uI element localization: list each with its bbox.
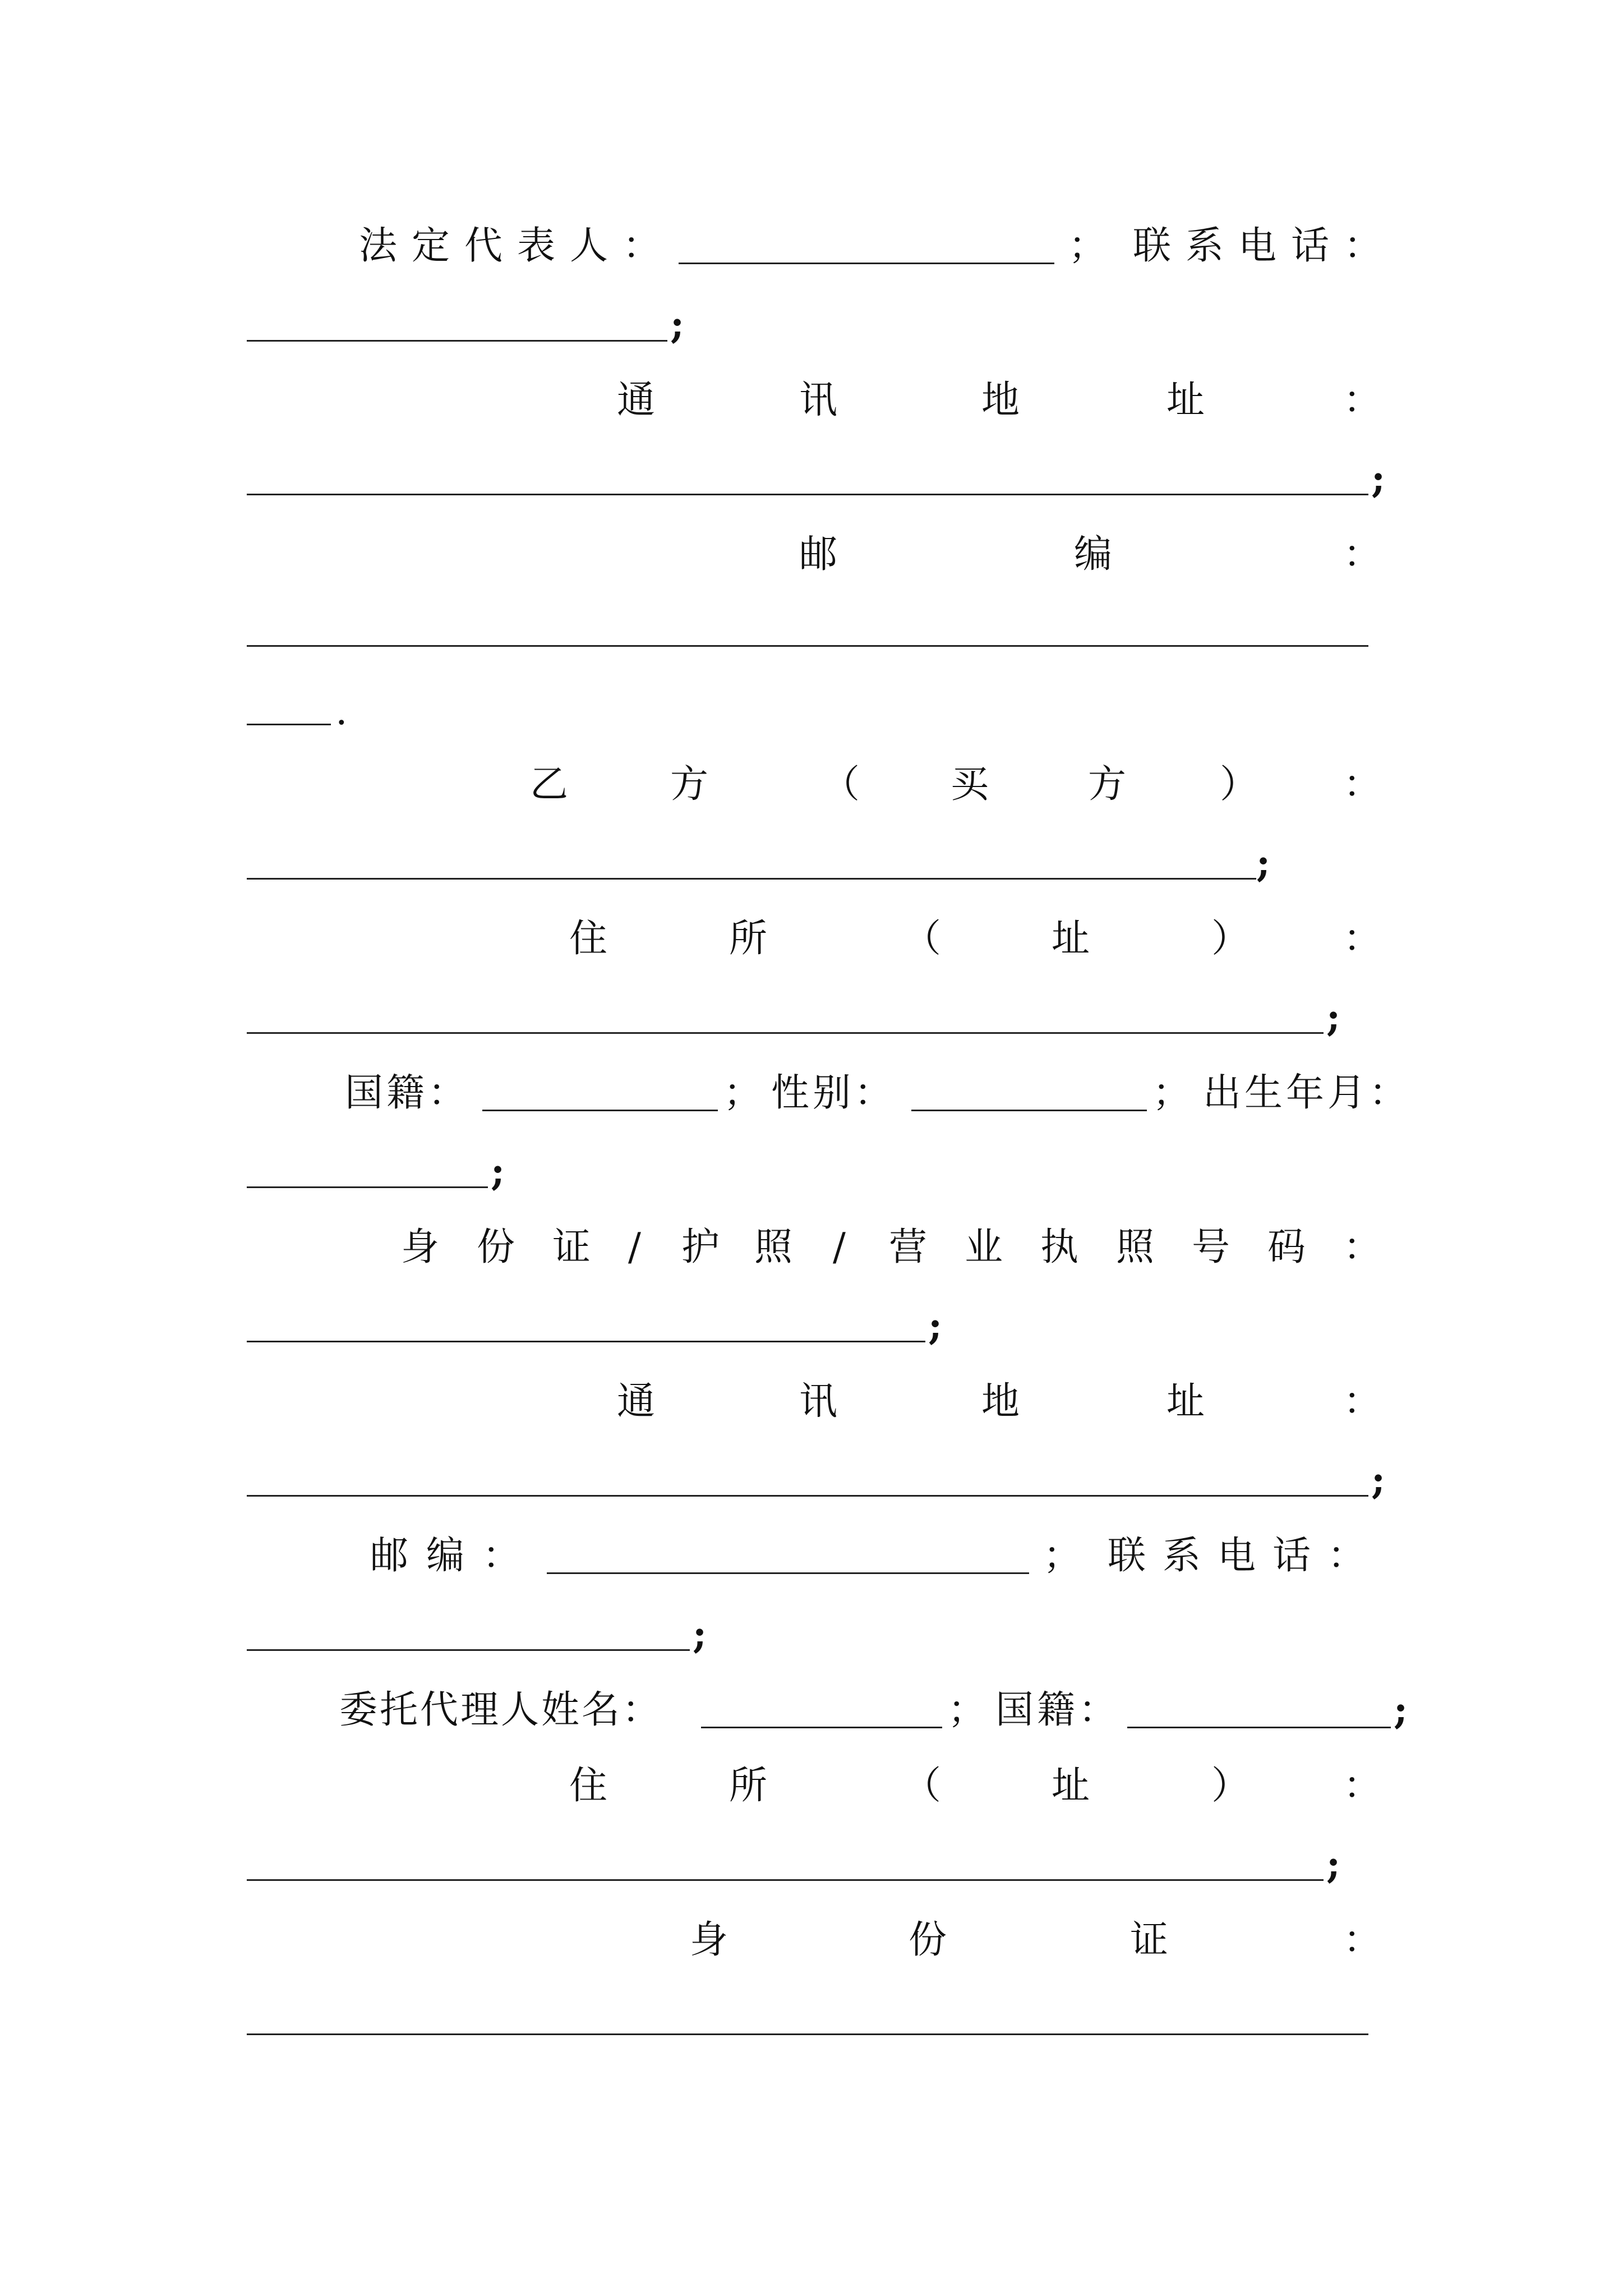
agent-nationality-field[interactable] [1127,1727,1391,1728]
id-label-char: 证 [552,1225,591,1269]
id-label-char: 照 [754,1225,793,1269]
address-char: 讯 [799,378,838,422]
id-number-field[interactable] [247,1341,925,1342]
residence-char: 住 [569,917,608,961]
postcode-char: 邮 [799,532,838,577]
birth-label: 出生年月： [1203,1071,1411,1115]
postcode-char: ： [1343,532,1382,577]
party-b-char: ： [1343,762,1382,807]
id-label-char: 业 [965,1225,1003,1269]
id-label-char: 码 [1267,1225,1306,1269]
legal-rep-field[interactable] [679,263,1054,264]
semicolon: ; [1371,1458,1386,1503]
period: . [335,689,348,734]
party-b-char: 乙 [530,762,569,807]
gender-field[interactable] [911,1110,1147,1111]
id-label-char: 份 [477,1225,515,1269]
address-char: 址 [1166,1379,1205,1424]
semicolon: ; [1326,1842,1341,1887]
id-label-char: / [628,1225,641,1269]
id-card-char: 身 [690,1918,728,1962]
id-card-char: 证 [1130,1918,1169,1962]
postcode-label: 邮编： [370,1534,539,1578]
address-char: 讯 [799,1379,838,1424]
id-label-char: ： [1343,1225,1382,1269]
address-char: 通 [617,378,656,422]
semicolon: ； [1043,1534,1082,1578]
agent-name-field[interactable] [701,1727,942,1728]
postcode-field-b[interactable] [547,1572,1029,1574]
agent-nationality-label: 国籍： [995,1688,1121,1732]
semicolon: ; [491,1149,505,1194]
residence-char: 住 [569,1764,608,1808]
address-field-b[interactable] [247,1495,1368,1497]
semicolon: ； [1068,224,1107,268]
party-b-field[interactable] [247,878,1256,880]
id-label-char: / [833,1225,846,1269]
phone-field[interactable] [247,340,667,342]
party-b-char: 方 [1088,762,1127,807]
gender-label: 性别： [771,1071,896,1115]
postcode-field-cont[interactable] [247,724,331,725]
semicolon: ； [1152,1071,1191,1115]
residence-char: （ [903,917,942,961]
residence-char: 所 [729,917,768,961]
id-card-char: ： [1343,1918,1382,1962]
phone-field-b[interactable] [247,1649,690,1651]
id-label-char: 营 [889,1225,928,1269]
residence-char: ） [1211,917,1250,961]
semicolon: ; [1371,457,1386,501]
id-card-char: 份 [909,1918,947,1962]
address-char: ： [1343,1379,1382,1424]
id-label-char: 执 [1040,1225,1079,1269]
semicolon: ； [723,1071,762,1115]
agent-name-label: 委托代理人姓名： [339,1688,663,1732]
phone-label: 联系电话： [1133,224,1397,268]
party-b-char: ） [1220,762,1258,807]
semicolon: ; [1326,995,1341,1040]
residence-char: 所 [729,1764,768,1808]
address-char: 地 [981,1379,1020,1424]
residence-char: ） [1211,1764,1250,1808]
agent-residence-field[interactable] [247,1879,1324,1881]
postcode-char: 编 [1074,532,1113,577]
address-field[interactable] [247,494,1368,495]
residence-field[interactable] [247,1032,1324,1034]
party-b-char: 买 [951,762,989,807]
residence-char: （ [903,1764,942,1808]
address-char: 址 [1166,378,1205,422]
postcode-field[interactable] [247,645,1368,647]
residence-char: ： [1343,1764,1382,1808]
residence-char: ： [1343,917,1382,961]
nationality-label: 国籍： [345,1071,470,1115]
semicolon: ； [948,1688,986,1732]
semicolon: ; [670,302,685,347]
id-label-char: 身 [401,1225,440,1269]
address-char: 地 [981,378,1020,422]
party-b-char: （ [822,762,860,807]
semicolon: ; [928,1304,943,1349]
party-b-char: 方 [670,762,709,807]
residence-char: 址 [1052,917,1090,961]
semicolon: ; [1394,1688,1408,1733]
id-label-char: 号 [1192,1225,1230,1269]
id-label-char: 照 [1116,1225,1155,1269]
birth-field[interactable] [247,1186,488,1188]
address-char: ： [1343,378,1382,422]
semicolon: ; [1256,841,1271,886]
agent-id-field[interactable] [247,2033,1368,2035]
legal-rep-label: 法定代表人： [359,224,676,268]
nationality-field[interactable] [482,1110,718,1111]
id-label-char: 护 [681,1225,720,1269]
phone-label: 联系电话： [1108,1534,1383,1578]
address-char: 通 [617,1379,656,1424]
semicolon: ; [693,1612,707,1657]
residence-char: 址 [1052,1764,1090,1808]
